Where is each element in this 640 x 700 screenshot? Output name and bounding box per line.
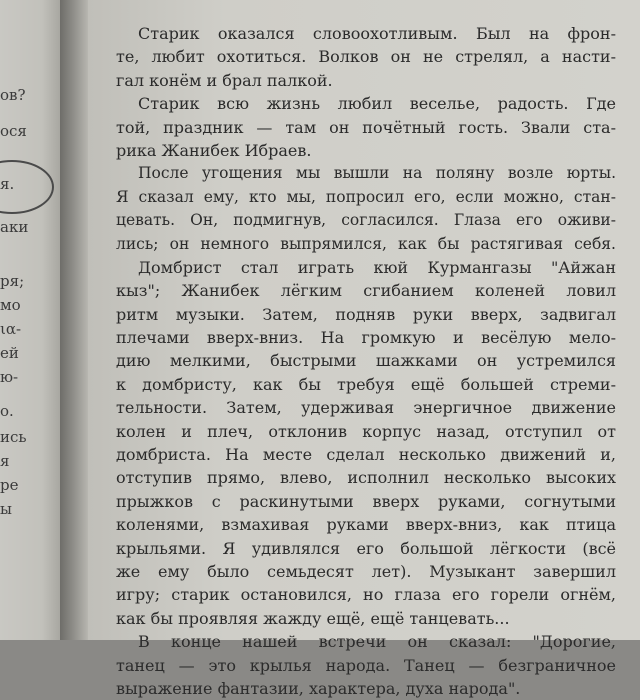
book-gutter [60,0,88,640]
right-page [88,0,640,698]
text-line: выражение фантазии, характера, духа народа". [116,678,521,698]
text-line: Я сказал ему, кто мы, попросил его, если можно, стан- [116,187,616,206]
text-line: дию мелкими, быстрыми шажками он устремился [116,351,616,371]
text-line: лись; он немного выпрямился, как бы растягивая себя. [116,234,616,253]
text-line: колен и плеч, отклонив корпус назад, отступил от [116,421,616,441]
left-page [0,0,60,640]
left-page-fragment: я. [0,175,15,193]
left-page-fragment: ося [0,122,27,140]
text-line: После угощения мы вышли на поляну возле юрты. [138,164,616,183]
text-line: игру; старик остановился, но глаза его горели огнём, [116,585,616,605]
text-line: кыз"; Жанибек лёгким сгибанием коленей ловил [116,281,616,301]
text-line: крыльями. Я удивлялся его большой лёгкости (всё [116,538,616,558]
text-line: домбриста. На месте сделал несколько движений и, [116,445,616,465]
text-line: как бы проявляя жажду ещё, ещё танцевать... [116,608,510,628]
left-page-fragment: ись [0,428,27,446]
left-page-fragment: ια- [0,320,22,338]
left-page-fragment: о. [0,402,14,420]
text-line: ритм музыки. Затем, подняв руки вверх, задвигал [116,304,616,324]
left-page-fragment: ы [0,500,12,518]
left-page-fragment: ов? [0,86,26,104]
text-line: рика Жанибек Ибраев. [116,140,312,160]
text-line: те, любит охотиться. Волков он не стрелял, а насти- [116,47,616,67]
left-page-fragment: я [0,452,10,470]
left-page-fragment: аки [0,218,29,236]
text-line: к домбристу, как бы требуя ещё большей стреми- [116,374,616,394]
text-line: прыжков с раскинутыми вверх руками, согнутыми [116,491,616,511]
text-line: танец — это крылья народа. Танец — безграничное [116,655,616,675]
left-page-fragment: мо [0,296,21,314]
text-line: отступив прямо, влево, исполнил несколько высоких [116,468,616,488]
text-line: Старик всю жизнь любил веселье, радость. Где [138,94,616,114]
text-line: коленями, взмахивая руками вверх-вниз, как птица [116,515,616,535]
left-page-fragment: ря; [0,272,25,290]
text-line: В конце нашей встречи он сказал: "Дорогие, [138,632,616,652]
text-line: цевать. Он, подмигнув, согласился. Глаза его оживи- [116,211,616,230]
left-page-fragment: ей [0,344,19,362]
text-line: Старик оказался словоохотливым. Был на фрон- [138,24,616,43]
left-page-fragment: ре [0,476,19,494]
left-page-fragment: ю- [0,368,19,386]
text-line: плечами вверх-вниз. На громкую и весёлую мело- [116,328,616,348]
text-line: Домбрист стал играть кюй Курмангазы "Айжан [138,257,616,277]
text-line: той, праздник — там он почётный гость. Звали ста- [116,117,616,137]
page-text [116,22,616,700]
text-line: тельности. Затем, удерживая энергичное движение [116,398,616,418]
text-line: же ему было семьдесят лет). Музыкант завершил [116,561,616,581]
text-line: гал конём и брал палкой. [116,70,333,90]
